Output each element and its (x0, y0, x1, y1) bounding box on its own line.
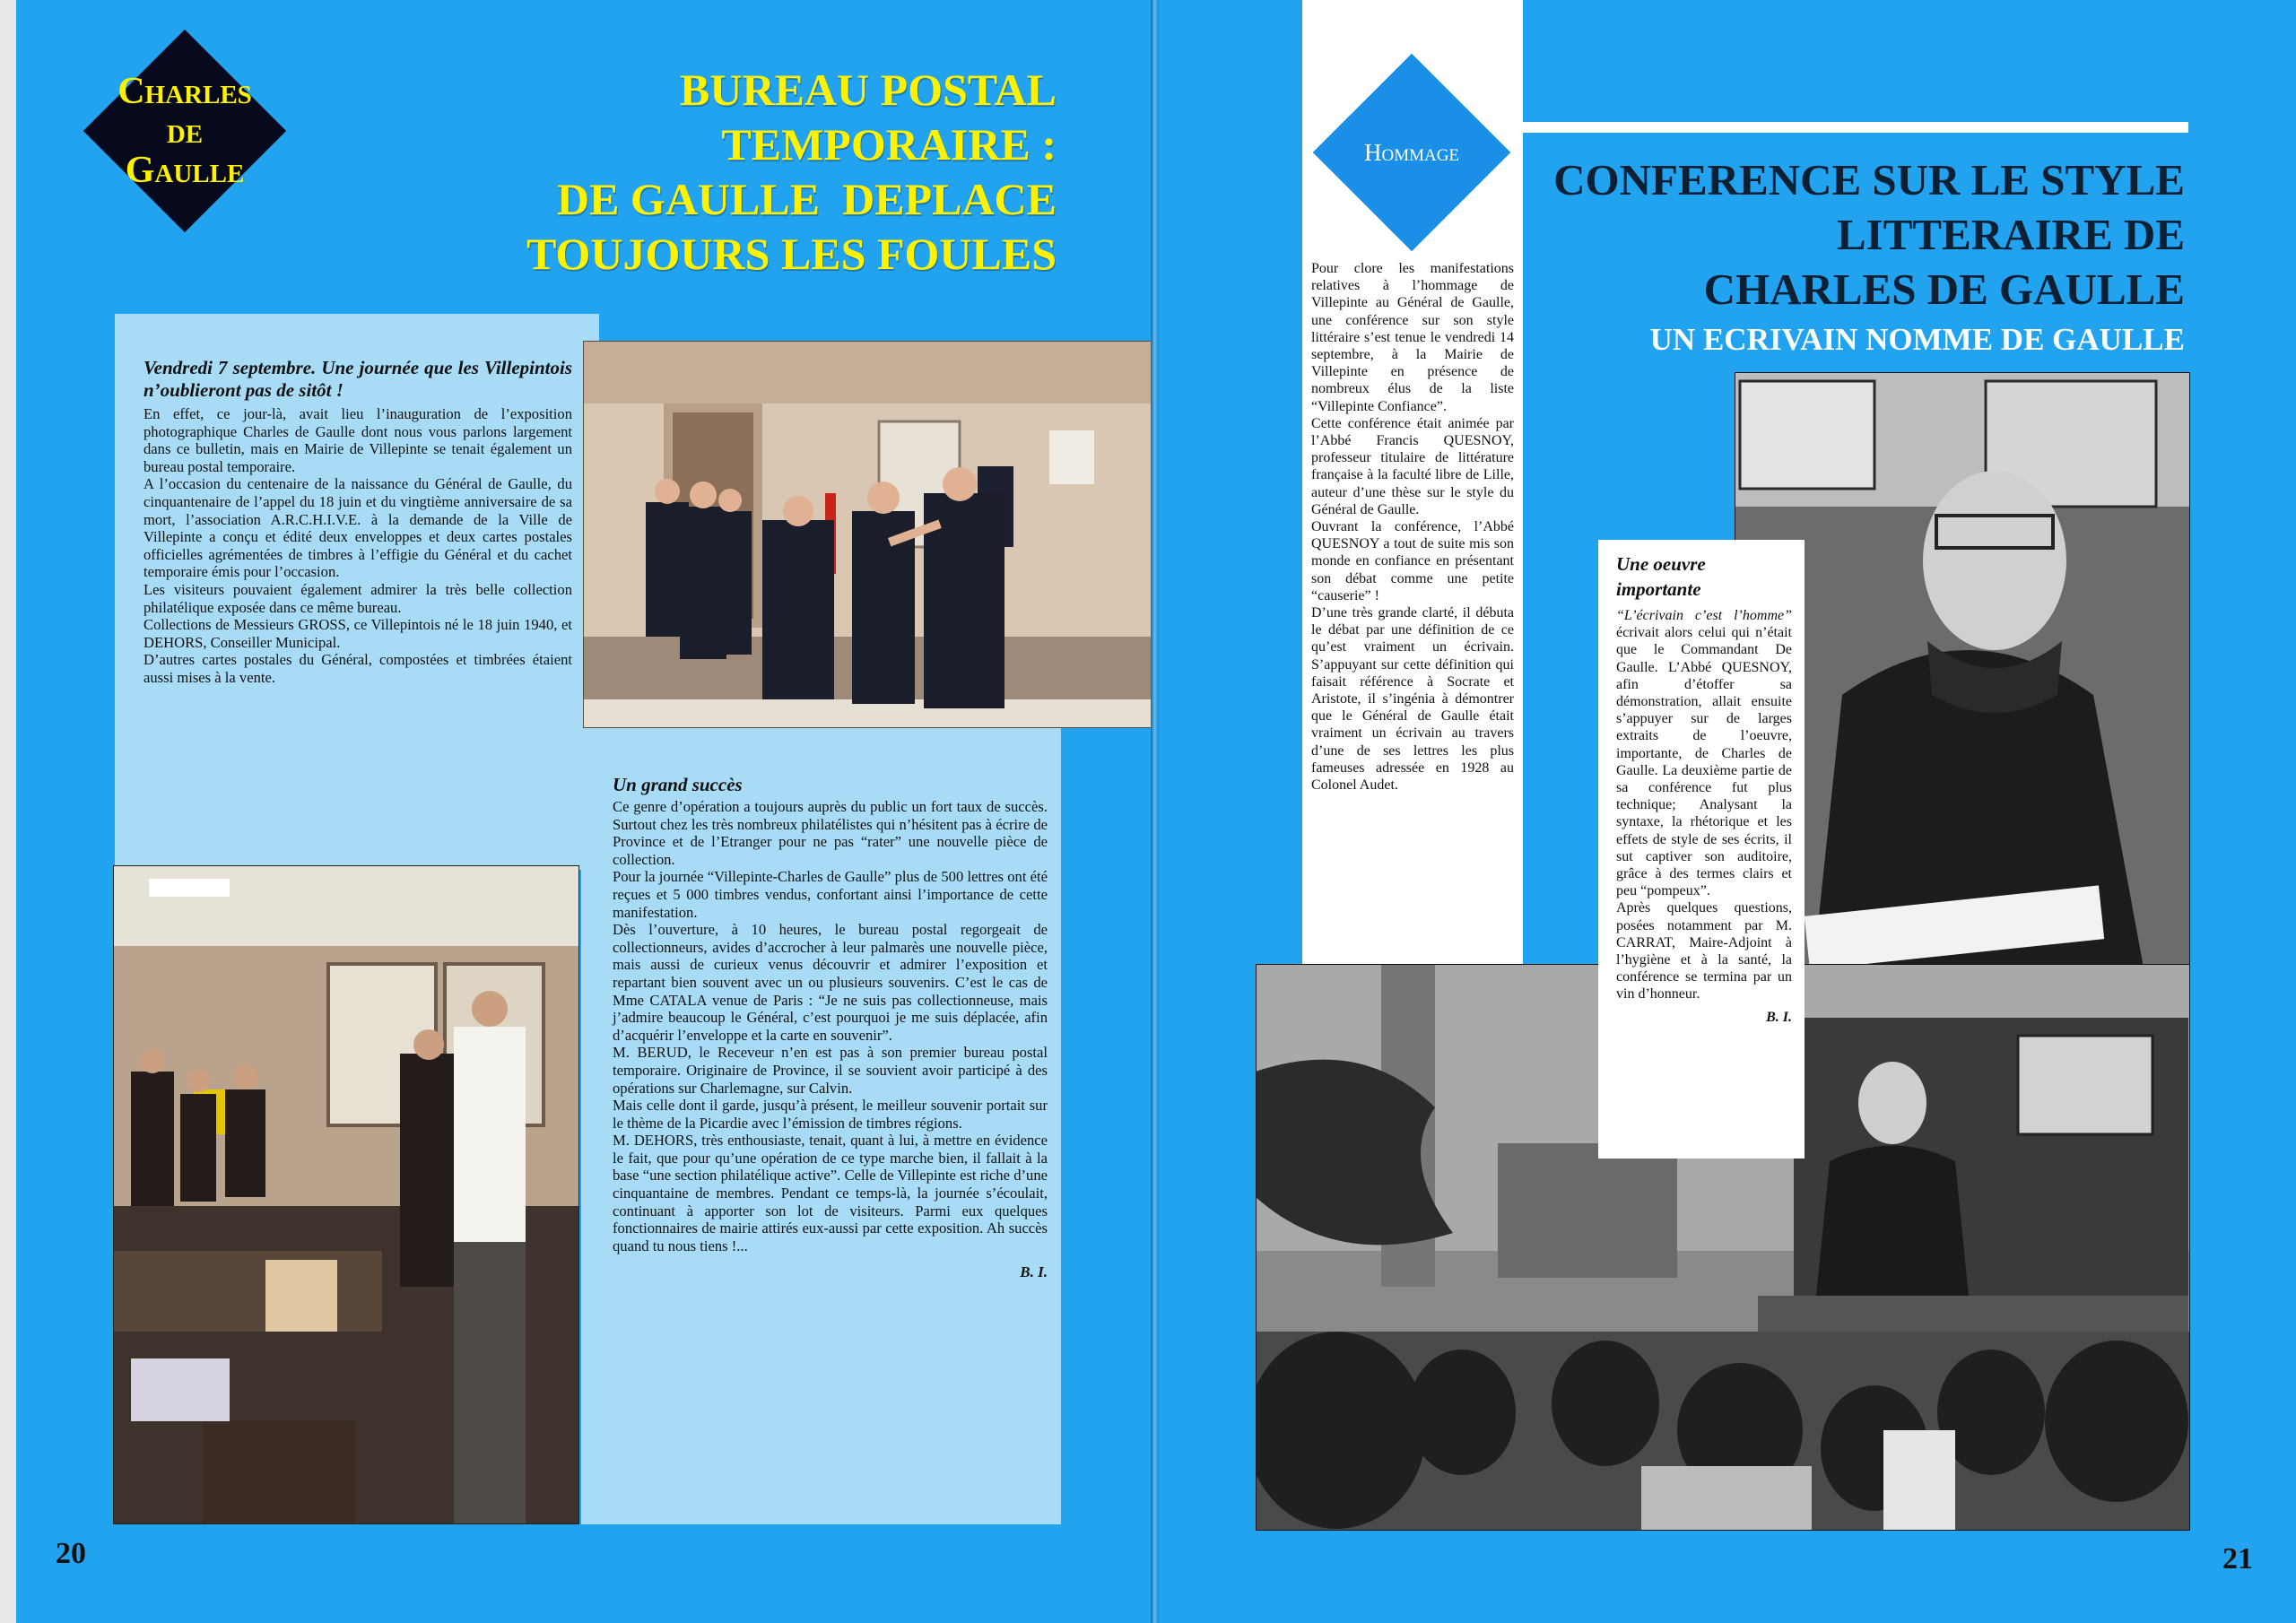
spine-gutter (1151, 0, 1159, 1623)
success-paragraph: Pour la journée “Villepinte-Charles de Gaulle” plus de 500 lettres ont été reçues et 5 000 timbres vendus, confortant ainsi l’importance de cette manifestation. (613, 868, 1048, 921)
hommage-label: Hommage (1363, 138, 1460, 166)
left-page (16, 0, 1151, 1623)
intro-heading: Vendredi 7 septembre. Une journée que les Villepintois n’oublieront pas de sitôt ! (144, 357, 572, 401)
intro-article (144, 357, 572, 687)
postal-office-photo (113, 865, 579, 1524)
charles-de-gaulle-badge (83, 29, 287, 233)
left-title-line4: TOUJOURS LES FOULES (526, 229, 1057, 279)
success-heading: Un grand succès (613, 774, 743, 795)
column-paragraph: Ouvrant la conférence, l’Abbé QUESNOY a tout de suite mis son monde en confiance en présentant son débat comme une petite “causerie” ! (1311, 519, 1514, 603)
box-heading: Une oeuvre importante (1616, 553, 1706, 600)
exhibition-officials-photo (583, 341, 1151, 728)
column-paragraph: Pour clore les manifestations relatives à l’hommage de Villepinte au Général de Gaulle, une conférence sur son style littéraire s’est tenue le vendredi 14 septembre, à la Mairie de Villepinte en présence de nombreux élus de la liste “Villepinte Confiance”. (1311, 261, 1514, 414)
right-page-title (1518, 152, 2185, 317)
left-title-line1: BUREAU POSTAL (680, 65, 1057, 115)
left-signature: B. I. (1020, 1263, 1048, 1281)
hommage-column (1311, 260, 1514, 794)
box-paragraph: Après quelques questions, posées notamment par M. CARRAT, Maire-Adjoint à l’hygiène et à la santé, la conférence se termina par un vin d’honneur. (1616, 900, 1792, 1002)
right-title-line2: LITTERAIRE DE (1836, 210, 2185, 259)
oeuvre-article (1616, 551, 1792, 1026)
success-article (613, 773, 1048, 1281)
intro-paragraph: Les visiteurs pouvaient également admirer la très belle collection philatélique exposée dans ce même bureau. (144, 580, 572, 616)
left-page-title (339, 63, 1057, 282)
intro-paragraph: Collections de Messieurs GROSS, ce Villepintois né le 18 juin 1940, et DEHORS, Conseiller Municipal. (144, 616, 572, 651)
box-first-paragraph (1616, 607, 1792, 899)
right-page-number: 21 (2222, 1542, 2253, 1575)
left-page-number: 20 (56, 1537, 86, 1570)
right-page (1159, 0, 2296, 1623)
intro-paragraph: D’autres cartes postales du Général, compostées et timbrées étaient aussi mises à la vente. (144, 651, 572, 686)
badge-line3: Gaulle (125, 150, 245, 191)
success-paragraph: M. DEHORS, très enthousiaste, tenait, quant à lui, à mettre en évidence le fait, que pour qu’une opération de ce type marche bien, il fallait à la base “une section philatélique active”. Celle de Villepinte est riche d’une cinquantaine de membres. Pendant ce temps-là, la journée s’écoulait, continuant à apporter son lot de visiteurs. Parmi eux quelques fonctionnaires de mairie attirés eux-aussi par cette exposition. Ah succès quand tu nous tiens !... (613, 1132, 1048, 1254)
right-signature: B. I. (1766, 1009, 1792, 1025)
title-rule (1518, 122, 2188, 133)
hommage-badge (1313, 54, 1510, 251)
success-paragraph: M. BERUD, le Receveur n’en est pas à son premier bureau postal temporaire. Originaire de Province, il se souvient avoir participé à des opérations sur Charlemagne, sur Calvin. (613, 1044, 1048, 1097)
intro-paragraph: En effet, ce jour-là, avait lieu l’inauguration de l’exposition photographique Charles de Gaulle dont nous vous parlons largement dans ce bulletin, mais en Mairie de Villepinte se tenait également un bureau postal temporaire. (144, 405, 572, 475)
intro-paragraph: A l’occasion du centenaire de la naissance du Général de Gaulle, du cinquantenaire de l’appel du 18 juin et du vingtième anniversaire de sa mort, l’association A.R.C.H.I.V.E. à la demande de la Ville de Villepinte a conçu et édité deux enveloppes et deux cartes postales officielles agrémentées de timbres à l’effigie du Général et du cachet temporaire émis pour l’occasion. (144, 475, 572, 581)
right-title-line3: CHARLES DE GAULLE (1703, 265, 2185, 314)
left-title-line3: DE GAULLE DEPLACE (556, 174, 1057, 224)
success-paragraph: Dès l’ouverture, à 10 heures, le bureau postal regorgeait de collectionneurs, avides d’accrocher à leur palmarès une nouvelle pièce, mais aussi de curieux venus découvrir et admirer l’exposition et repartant bien souvent avec un ou plusieurs souvenirs. C’est le cas de Mme CATALA venue de Paris : “Je ne suis pas collectionneuse, mais j’admire beaucoup le Général, c’est pourquoi je me suis déplacée, afin d’acquérir l’enveloppe et la carte en souvenir”. (613, 921, 1048, 1044)
right-page-subtitle: UN ECRIVAIN NOMME DE GAULLE (1649, 322, 2185, 357)
box-paragraph: écrivait alors celui qui n’était que le Commandant De Gaulle. L’Abbé QUESNOY, afin d’étoffer sa démonstration, allait ensuite s’appuyer sur de larges extraits de l’oeuvre, importante, de Charles de Gaulle. La deuxième partie de sa conférence fut plus technique; Analysant la syntaxe, la rhétorique et les effets de style de ses écrits, il sut captiver son auditoire, grâce à des termes clairs et peu “pompeux”. (1616, 625, 1792, 899)
box-quote: “L’écrivain c’est l’homme” (1616, 608, 1792, 623)
column-paragraph: Cette conférence était animée par l’Abbé Francis QUESNOY, professeur titulaire de littérature française à la faculté libre de Lille, auteur d’une thèse sur le style du Général de Gaulle. (1311, 415, 1514, 517)
badge-line1: Charles (117, 71, 252, 112)
left-title-line2: TEMPORAIRE : (721, 119, 1057, 169)
success-paragraph: Mais celle dont il garde, jusqu’à présent, le meilleur souvenir portait sur le thème de la Picardie avec l’émission de timbres régions. (613, 1097, 1048, 1132)
right-title-line1: CONFERENCE SUR LE STYLE (1553, 155, 2185, 204)
column-paragraph: D’une très grande clarté, il débuta le débat par une définition de ce qu’est vraiment un écrivain. S’appuyant sur cette définition qui faisait référence à Socrate et Aristote, il s’ingénia à démontrer que le Général de Gaulle était vraiment un écrivain au travers d’une de ses lettres les plus fameuses adressée en 1928 au Colonel Audet. (1311, 605, 1514, 794)
success-paragraph: Ce genre d’opération a toujours auprès du public un fort taux de succès. Surtout chez les très nombreux philatélistes qui n’hésitent pas à écrire de Province et de l’Etranger pour ne pas “rater” une nouvelle pièce de collection. (613, 798, 1048, 868)
badge-line2: de (166, 110, 204, 152)
